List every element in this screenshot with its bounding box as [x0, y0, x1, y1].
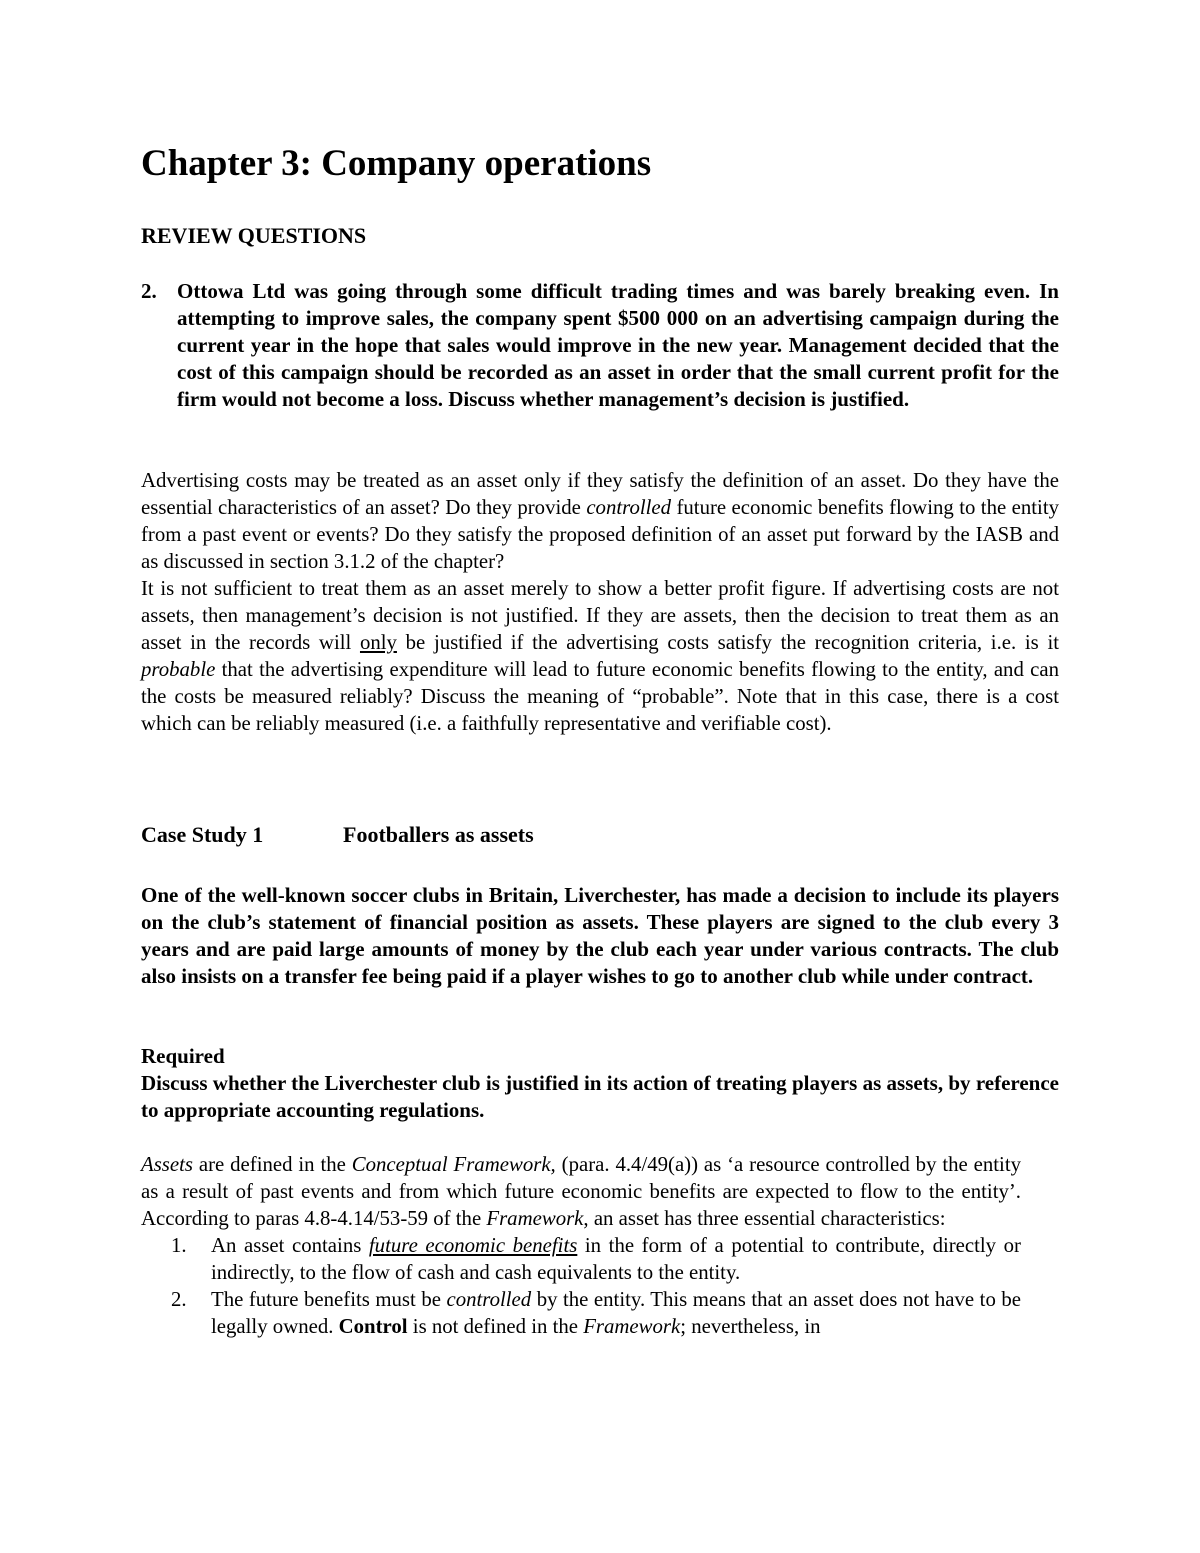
answer-text: It is not sufficient to treat them as an asset merely to show a better profit figure. If advertising costs are not assets, then management’s decision is not justified. If they are assets, then the decision to treat them as an asset in the records will	[141, 577, 1059, 654]
answer-text: , an asset has three essential characteristics:	[583, 1207, 946, 1230]
answer-paragraph	[141, 575, 1059, 737]
list-item-number: 2.	[171, 1288, 187, 1311]
emphasis-text: controlled	[446, 1288, 532, 1311]
answer-text: future economic benefits flowing to the entity from a past event or events? Do they satisfy the proposed definition of an asset put forward by the IASB and as discussed in section 3.1.2 of the chapter?	[141, 496, 1060, 573]
emphasis-text: Framework	[486, 1207, 584, 1230]
answer-question-2	[141, 467, 1059, 737]
list-item	[141, 1232, 1021, 1286]
emphasis-text: future economic benefits	[368, 1234, 578, 1257]
bold-text: Control	[338, 1315, 408, 1338]
answer-text: The future benefits must be	[211, 1288, 447, 1311]
required-text: Discuss whether the Liverchester club is justified in its action of treating players as assets, by reference to appropriate accounting regulations.	[141, 1071, 1059, 1122]
case-study-title: Footballers as assets	[343, 822, 534, 847]
emphasis-text: Framework	[583, 1315, 681, 1338]
case-study-answer	[141, 1151, 1021, 1340]
answer-text: An asset contains	[211, 1234, 369, 1257]
review-questions-heading: REVIEW QUESTIONS	[141, 223, 367, 248]
case-study-heading	[141, 820, 1059, 850]
question-number: 2.	[141, 279, 157, 303]
list-item	[141, 1286, 1021, 1340]
question-text: Ottowa Ltd was going through some difficult trading times and was barely breaking even. In attempting to improve sales, the company spent $500 000 on an advertising campaign during the current year in the hope that sales would improve in the new year. Management decided that the cost of this campaign should be recorded as an asset in order that the small current profit for the firm would not become a loss. Discuss whether management’s decision is justified.	[177, 279, 1059, 411]
underlined-text: only	[359, 631, 397, 654]
case-study-label: Case Study 1	[141, 822, 264, 847]
emphasis-text: Conceptual Framework,	[351, 1153, 556, 1176]
answer-text: (para. 4.4/49(a)) as ‘a resource controlled by the entity as a result of past events and from which future economic benefits are expected to flow to the entity’. According to paras 4.8-4.14/53-59 of the	[141, 1153, 1021, 1230]
answer-paragraph	[141, 1151, 1021, 1232]
answer-text: Advertising costs may be treated as an asset only if they satisfy the definition of an asset. Do they have the essential characteristics of an asset? Do they provide	[141, 469, 1059, 519]
answer-text: is not defined in the	[407, 1315, 584, 1338]
emphasis-text: Assets	[141, 1153, 193, 1176]
answer-text: be justified if the advertising costs satisfy the recognition criteria, i.e. is it	[396, 631, 1060, 654]
characteristics-list	[141, 1232, 1021, 1340]
answer-paragraph	[141, 467, 1059, 575]
answer-text: by the entity. This means that an asset does not have to be legally owned.	[211, 1288, 1021, 1338]
answer-text: are defined in the	[193, 1153, 352, 1176]
chapter-title: Chapter 3: Company operations	[141, 143, 652, 184]
answer-text: that the advertising expenditure will lead to future economic benefits flowing to the entity, and can the costs be measured reliably? Discuss the meaning of “probable”. Note that in this case, there is a cost which can be reliably measured (i.e. a faithfully representative and verifiable cost).	[141, 658, 1059, 735]
list-item-number: 1.	[171, 1234, 187, 1257]
answer-text: in the form of a potential to contribute, directly or indirectly, to the flow of cash and cash equivalents to the entity.	[211, 1234, 1021, 1284]
answer-text: ; nevertheless, in	[680, 1315, 821, 1338]
emphasis-text: controlled	[586, 496, 672, 519]
emphasis-text: probable	[141, 658, 216, 681]
review-question-2	[141, 278, 1059, 413]
required-label: Required	[141, 1044, 225, 1068]
case-study-body: One of the well-known soccer clubs in Britain, Liverchester, has made a decision to include its players on the club’s statement of financial position as assets. These players are signed to the club every 3 years and are paid large amounts of money by the club each year under various contracts. The club also insists on a transfer fee being paid if a player wishes to go to another club while under contract.	[141, 883, 1059, 988]
